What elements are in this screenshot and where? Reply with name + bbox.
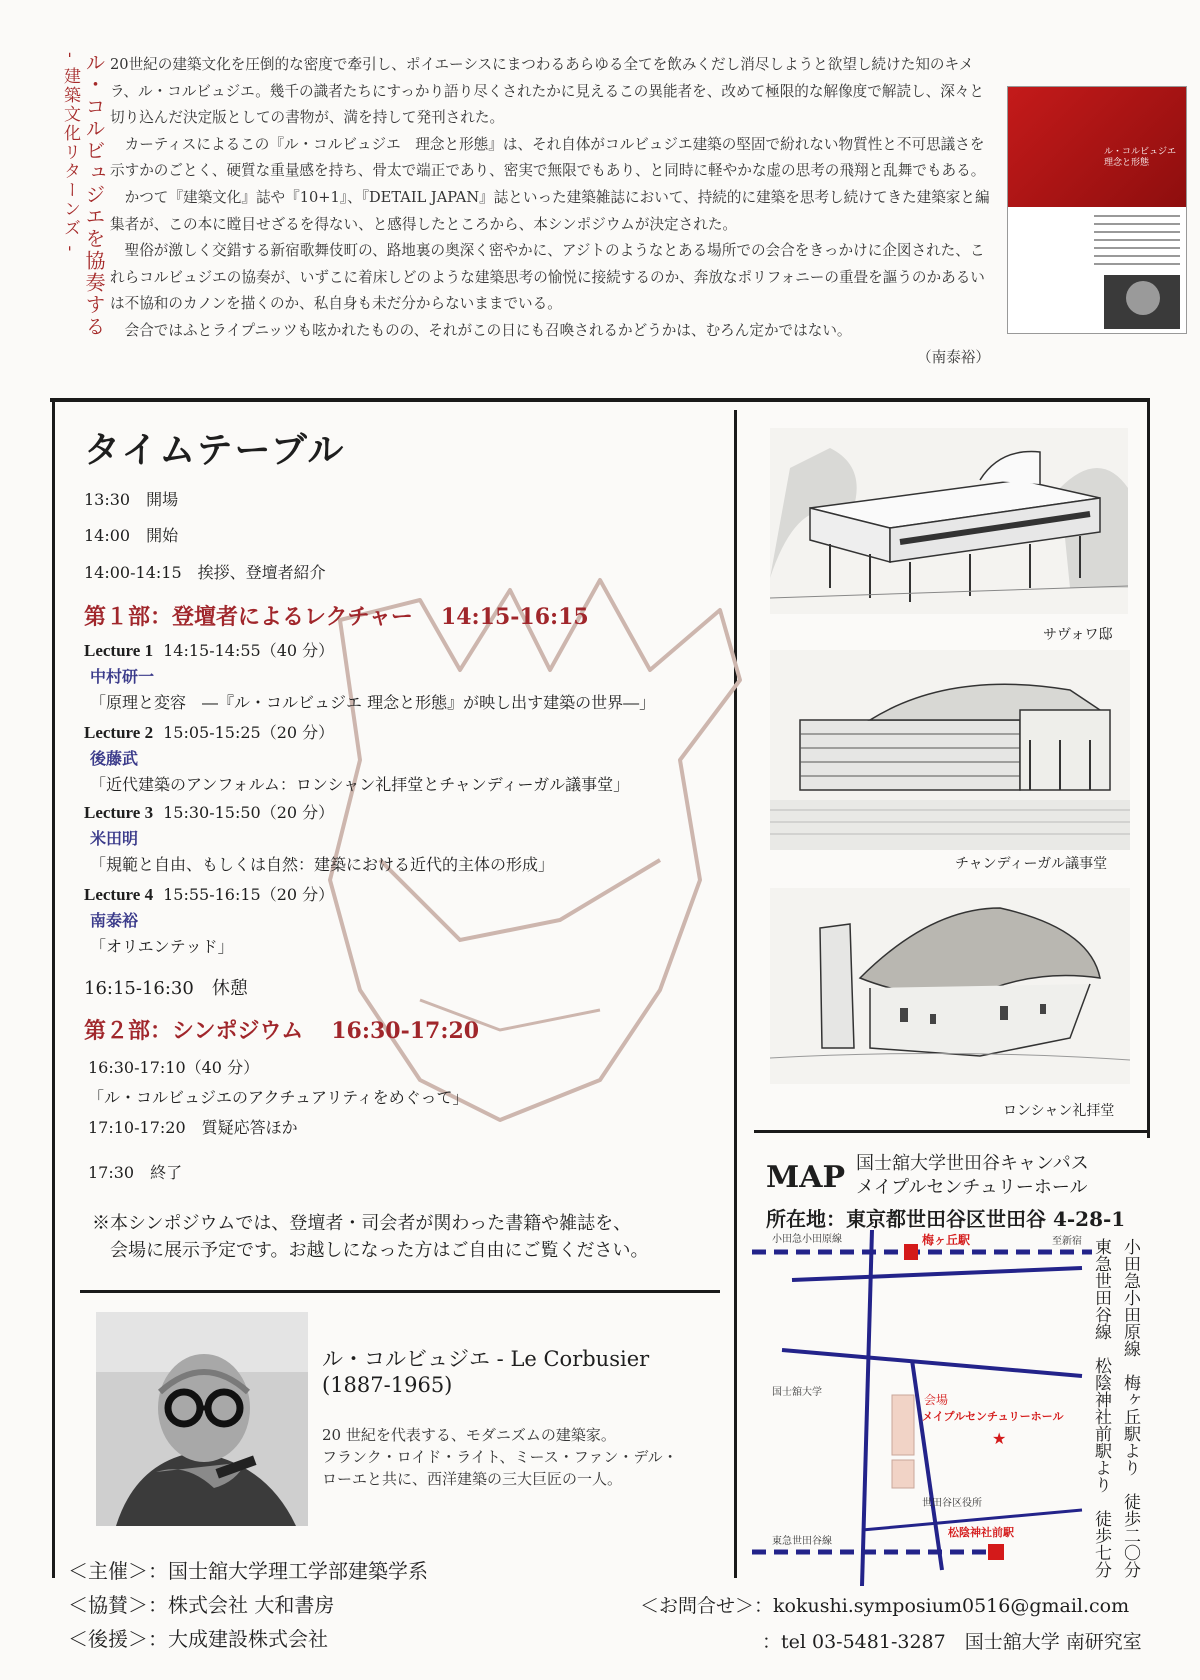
row-time: 14:00-14:15 bbox=[84, 563, 182, 582]
venue-star-icon: ★ bbox=[992, 1429, 1007, 1448]
station-umegaoka-icon bbox=[904, 1244, 918, 1260]
display-note bbox=[92, 1210, 649, 1264]
intro-paragraph: 20世紀の建築文化を圧倒的な密度で牽引し、ポイエーシスにまつわるあらゆる全てを飲みくだし消尽しようと欲望し続けた知のキメラ、ル・コルビュジエ。幾千の識者たちにすっかり語り尽くされたかに見えるこの異能者を、改めて極限的な解像度で解読し、深々と切り込んだ決定版としての書物が、満を持して発刊された。 bbox=[110, 56, 985, 127]
break-row bbox=[84, 974, 248, 1000]
map-heading: MAP bbox=[766, 1160, 846, 1195]
timetable-row bbox=[84, 560, 326, 583]
lecture-time: 15:30-15:50（20 分） bbox=[163, 803, 335, 822]
note-line: 会場に展示予定です。お越しになった方はご自由にご覧ください。 bbox=[110, 1240, 649, 1261]
vertical-title-main: ル・コルビュジエを協奏する bbox=[82, 52, 106, 338]
row-time: 13:30 bbox=[84, 490, 131, 509]
profile-name-text: ル・コルビュジエ - Le Corbusier bbox=[322, 1347, 650, 1371]
lecture-speaker: 米田明 bbox=[90, 829, 139, 848]
profile-description bbox=[322, 1424, 678, 1490]
lecture-row bbox=[84, 800, 334, 823]
book-cover-image bbox=[1007, 86, 1187, 334]
lecture-row bbox=[84, 720, 334, 743]
map-label-univ: 国士舘大学 bbox=[772, 1387, 822, 1398]
station-shoin-icon bbox=[988, 1544, 1004, 1560]
profile-desc-line: ローエと共に、西洋建築の三大巨匠の一人。 bbox=[322, 1470, 623, 1488]
top-divider bbox=[50, 398, 1150, 402]
map-hall: メイプルセンチュリーホール bbox=[856, 1177, 1088, 1198]
sponsor: ＜協賛＞：株式会社 大和書房 bbox=[68, 1593, 335, 1617]
left-border bbox=[52, 398, 55, 1578]
lecture-title: 「規範と自由、もしくは自然：建築における近代的主体の形成」 bbox=[90, 855, 555, 874]
row-label: 開場 bbox=[146, 490, 179, 509]
map-label-shinjuku: 至新宿 bbox=[1052, 1236, 1082, 1247]
end-row bbox=[88, 1160, 182, 1183]
map-label-ward-office: 世田谷区役所 bbox=[922, 1498, 982, 1509]
intro-text bbox=[110, 52, 990, 371]
part2-heading bbox=[84, 1014, 479, 1045]
lecture-time: 15:05-15:25（20 分） bbox=[163, 723, 335, 742]
caption-ronchamp: ロンシャン礼拝堂 bbox=[1003, 1103, 1115, 1119]
timetable-row bbox=[84, 523, 178, 546]
profile-desc-line: 20 世紀を代表する、モダニズムの建築家。 bbox=[322, 1426, 616, 1444]
part1-heading bbox=[84, 600, 589, 631]
villa-savoye-illustration bbox=[770, 428, 1128, 614]
timetable-title: タイムテーブル bbox=[84, 429, 346, 471]
row-label: 開始 bbox=[146, 526, 179, 545]
part2-label: 第２部：シンポジウム bbox=[84, 1018, 304, 1044]
map-label-hall: メイプルセンチュリーホール bbox=[922, 1411, 1064, 1423]
map-direction-odakyu: 小田急小田原線 梅ヶ丘駅より 徒歩二〇分 bbox=[1120, 1238, 1140, 1578]
vertical-title bbox=[58, 52, 106, 338]
qa-row bbox=[88, 1115, 298, 1138]
end-label: 終了 bbox=[150, 1163, 183, 1182]
symposium-title: 「ル・コルビュジエのアクチュアリティをめぐって」 bbox=[88, 1088, 469, 1107]
right-border bbox=[1147, 398, 1150, 1138]
row-label: 挨拶、登壇者紹介 bbox=[197, 563, 326, 582]
row-time: 14:00 bbox=[84, 526, 131, 545]
break-label: 休憩 bbox=[211, 978, 248, 999]
map-label-umegaoka: 梅ヶ丘駅 bbox=[922, 1233, 971, 1247]
caption-chandigarh: チャンディーガル議事堂 bbox=[955, 856, 1108, 872]
lecture-time: 15:55-16:15（20 分） bbox=[163, 885, 335, 904]
chandigarh-illustration bbox=[770, 650, 1130, 850]
timetable-row bbox=[84, 487, 178, 510]
lecture-speaker: 中村研一 bbox=[90, 667, 155, 686]
lecture-name: Lecture 1 bbox=[84, 641, 154, 660]
map-campus: 国士舘大学世田谷キャンパス bbox=[856, 1153, 1089, 1174]
vertical-subtitle: - 建築文化リターンズ - bbox=[60, 52, 80, 254]
lecture-time: 14:15-14:55（40 分） bbox=[163, 641, 335, 660]
lecture-name: Lecture 3 bbox=[84, 803, 154, 822]
intro-paragraph: かつて『建築文化』誌や『10+1』、『DETAIL JAPAN』誌といった建築雑誌において、持続的に建築を思考し続けてきた建築家と編集者が、この本に瞠目せざるを得ない、と感得したところから、本シンポジウムが決定された。 bbox=[110, 188, 990, 233]
profile-years: (1887-1965) bbox=[322, 1373, 453, 1397]
lecture-title: 「オリエンテッド」 bbox=[90, 937, 234, 956]
lecture-row bbox=[84, 882, 334, 905]
map-label-odakyu: 小田急小田原線 bbox=[772, 1234, 842, 1245]
lecture-speaker: 南泰裕 bbox=[90, 911, 139, 930]
part2-time: 16:30-17:20 bbox=[331, 1018, 480, 1044]
intro-paragraph: カーティスによるこの『ル・コルビュジエ 理念と形態』は、それ自体がコルビュジエ建築の堅固で紛れない物質性と不可思議さを示すかのごとく、硬質な重量感を持ち、骨太で端正であり、密実で無限でもあり、と同時に軽やかな虚の思考の飛翔と乱舞でもある。 bbox=[110, 135, 986, 180]
organizer: ＜主催＞：国士舘大学理工学部建築学系 bbox=[68, 1559, 428, 1583]
qa-label: 質疑応答ほか bbox=[201, 1118, 298, 1137]
caption-savoye: サヴォワ邸 bbox=[1043, 627, 1113, 643]
map-label-setagaya: 東急世田谷線 bbox=[772, 1536, 832, 1547]
lecture-speaker: 後藤武 bbox=[90, 749, 139, 768]
intro-paragraph: 会合ではふとライプニッツも呟かれたものの、それがこの日にも召喚されるかどうかは、むろん定かではない。 bbox=[124, 321, 852, 339]
lecture-name: Lecture 4 bbox=[84, 885, 154, 904]
map-label-shoin: 松陰神社前駅 bbox=[948, 1527, 1014, 1539]
book-title: ル・コルビュジエ 理念と形態 bbox=[1104, 147, 1177, 168]
end-time: 17:30 bbox=[88, 1163, 135, 1182]
contact-email[interactable]: ＜お問合せ＞：kokushi.symposium0516@gmail.com bbox=[640, 1595, 1130, 1617]
profile-name bbox=[322, 1346, 649, 1398]
intro-paragraph: 聖俗が激しく交錯する新宿歌舞伎町の、路地裏の奥深く密やかに、アジトのようなとある場所での会合をきっかけに企図された、これらコルビュジエの協奏が、いずこに着床しどのような建築思考の愉悦に接続するのか、奔放なポリフォニーの重畳を謳うのかあるいは不協和のカノンを描くのか、私自身も未だ分からないままでいる。 bbox=[110, 242, 985, 313]
break-time: 16:15-16:30 bbox=[84, 978, 194, 999]
part1-time: 14:15-16:15 bbox=[440, 604, 589, 630]
map-address: 所在地：東京都世田谷区世田谷 4-28-1 bbox=[766, 1207, 1126, 1231]
profile-desc-line: フランク・ロイド・ライト、ミース・ファン・デル・ bbox=[322, 1448, 678, 1466]
support: ＜後援＞：大成建設株式会社 bbox=[68, 1627, 328, 1651]
lecture-row bbox=[84, 638, 334, 661]
part1-label: 第１部：登壇者によるレクチャー bbox=[84, 604, 413, 630]
map-venue-name bbox=[856, 1152, 1089, 1200]
map-label-venue: 会場 bbox=[924, 1393, 949, 1407]
ronchamp-illustration bbox=[770, 888, 1130, 1084]
qa-time: 17:10-17:20 bbox=[88, 1118, 186, 1137]
profile-divider bbox=[80, 1290, 720, 1293]
symposium-time: 16:30-17:10（40 分） bbox=[88, 1058, 260, 1077]
lecture-name: Lecture 2 bbox=[84, 723, 154, 742]
note-line: ※本シンポジウムでは、登壇者・司会者が関わった書籍や雑誌を、 bbox=[92, 1213, 632, 1234]
intro-signature: （南泰裕） bbox=[917, 348, 990, 366]
le-corbusier-portrait bbox=[96, 1312, 308, 1526]
lecture-title: 「近代建築のアンフォルム：ロンシャン礼拝堂とチャンディーガル議事堂」 bbox=[90, 775, 630, 794]
map-direction-setagaya: 東急世田谷線 松陰神社前駅より 徒歩七分 bbox=[1091, 1238, 1111, 1578]
map-divider bbox=[754, 1130, 1150, 1133]
lecture-title: 「原理と変容 ―『ル・コルビュジエ 理念と形態』が映し出す建築の世界―」 bbox=[90, 693, 656, 712]
access-map bbox=[752, 1230, 1092, 1586]
contact-tel: ：tel 03-5481-3287 国士舘大学 南研究室 bbox=[762, 1631, 1142, 1653]
